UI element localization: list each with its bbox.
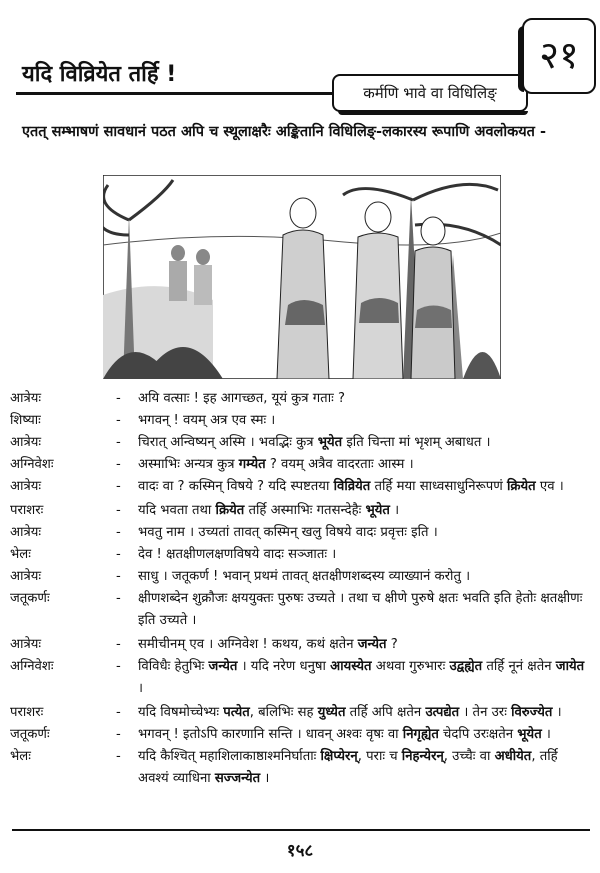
speech-segment: ।	[260, 771, 270, 786]
speech-text	[138, 522, 590, 544]
speech-segment: । तेन उरः	[459, 705, 512, 720]
vidhilin-verb-form: भूयेत	[365, 503, 390, 518]
speech-segment: भगवन् ! वयम् अत्र एव स्मः ।	[138, 413, 276, 428]
vidhilin-verb-form: क्रियेत	[215, 503, 245, 518]
separator-dash: -	[116, 659, 121, 674]
vidhilin-verb-form: भूयेत	[517, 727, 542, 742]
speech-segment: साधु । जतूकर्ण ! भवान् प्रथमं तावत् क्षतक्षीणशब्दस्य व्याख्यानं करोतु ।	[138, 569, 471, 584]
separator-dash: -	[116, 591, 121, 606]
speech-text	[138, 588, 590, 632]
speaker-name: शिष्याः	[10, 413, 41, 428]
speech-text	[138, 388, 590, 410]
speech-text	[138, 702, 590, 724]
speech-segment: तर्हि अस्माभिः गतसन्देहैः	[244, 503, 366, 518]
speech-segment: एव ।	[535, 479, 564, 494]
speech-text	[138, 746, 590, 790]
vidhilin-verb-form: क्षिप्येरन्	[320, 749, 358, 764]
vidhilin-verb-form: विरुज्येत	[511, 705, 553, 720]
speaker-name: आत्रेयः	[10, 637, 42, 652]
separator-dash: -	[116, 457, 121, 472]
separator-dash: -	[116, 547, 121, 562]
speech-segment: अथवा गुरुभारः	[371, 659, 450, 674]
separator-dash: -	[116, 391, 121, 406]
chapter-subtitle: कर्मणि भावे वा विधिलिङ्	[332, 74, 528, 112]
speech-segment: ।	[138, 681, 143, 696]
speech-segment: , बलिभिः सह	[249, 705, 318, 720]
vidhilin-verb-form: आयस्येत	[330, 659, 372, 674]
speech-segment: , पराः च	[357, 749, 402, 764]
speaker-name: आत्रेयः	[10, 391, 42, 406]
speech-text	[138, 476, 590, 498]
speaker-name: जतूकर्णः	[10, 727, 50, 742]
speech-segment: चिरात् अन्विष्यन् अस्मि । भवद्भिः कुत्र	[138, 435, 318, 450]
speech-segment: भगवन् ! इतोऽपि कारणानि सन्ति । धावन् अश्वः वृषः वा	[138, 727, 403, 742]
speech-segment: वादः वा ? कस्मिन् विषये ? यदि स्पष्टतया	[138, 479, 334, 494]
page-number: १५८	[286, 841, 314, 861]
speaker-name: आत्रेयः	[10, 525, 42, 540]
vidhilin-verb-form: उत्पद्येत	[425, 705, 460, 720]
speaker-name: आत्रेयः	[10, 435, 42, 450]
speech-text	[138, 410, 590, 432]
separator-dash: -	[116, 503, 121, 518]
speech-segment: अस्माभिः अन्यत्र कुत्र	[138, 457, 239, 472]
speech-text	[138, 500, 590, 522]
speech-segment: विविधैः हेतुभिः	[138, 659, 209, 674]
separator-dash: -	[116, 479, 121, 494]
vidhilin-verb-form: जायेत	[555, 659, 585, 674]
intro-instruction: एतत् सम्भाषणं सावधानं पठत अपि च स्थूलाक्षरैः अङ्कितानि विधिलिङ्-लकारस्य रूपाणि अवलोकयत -	[22, 124, 546, 140]
page-title: यदि विव्रियेत तर्हि !	[22, 62, 177, 87]
vidhilin-verb-form: जन्येत	[357, 637, 387, 652]
separator-dash: -	[116, 705, 121, 720]
speaker-name: आत्रेयः	[10, 479, 42, 494]
separator-dash: -	[116, 749, 121, 764]
speech-segment: यदि कैश्चित् महाशिलाकाष्ठाश्मनिर्घाताः	[138, 749, 321, 764]
vidhilin-verb-form: गम्येत	[238, 457, 266, 472]
speaker-name: आत्रेयः	[10, 569, 42, 584]
speech-segment: ?	[386, 637, 398, 652]
speech-segment: तर्हि अपि क्षतेन	[345, 705, 426, 720]
speech-text	[138, 634, 590, 656]
speech-segment: तर्हि नूनं क्षतेन	[482, 659, 556, 674]
speech-text	[138, 454, 590, 476]
speech-segment: समीचीनम् एव । अग्निवेश ! कथय, कथं क्षतेन	[138, 637, 358, 652]
speech-segment: देव ! क्षतक्षीणलक्षणविषये वादः सञ्जातः ।	[138, 547, 337, 562]
vidhilin-verb-form: विव्रियेत	[333, 479, 371, 494]
vidhilin-verb-form: जन्येत	[208, 659, 238, 674]
title-underline	[16, 92, 336, 95]
vidhilin-verb-form: युध्येत	[317, 705, 346, 720]
separator-dash: -	[116, 525, 121, 540]
chapter-number: २१	[522, 18, 596, 94]
speech-text	[138, 544, 590, 566]
speech-text	[138, 656, 590, 700]
separator-dash: -	[116, 637, 121, 652]
vidhilin-verb-form: पत्येत	[223, 705, 250, 720]
speech-text	[138, 432, 590, 454]
speaker-name: भेलः	[10, 749, 31, 764]
separator-dash: -	[116, 569, 121, 584]
speech-segment: यदि विषमोच्चेभ्यः	[138, 705, 224, 720]
separator-dash: -	[116, 413, 121, 428]
speaker-name: पराशरः	[10, 705, 44, 720]
speaker-name: पराशरः	[10, 503, 44, 518]
vidhilin-verb-form: भूयेत	[317, 435, 343, 450]
speech-segment: ? वयम् अत्रैव वादरताः आस्म ।	[265, 457, 414, 472]
separator-dash: -	[116, 727, 121, 742]
speech-segment: , उच्चैः वा	[443, 749, 495, 764]
speaker-name: जतूकर्णः	[10, 591, 50, 606]
speech-segment: भवतु नाम । उच्यतां तावत् कस्मिन् खलु विषये वादः प्रवृत्तः इति ।	[138, 525, 438, 540]
speech-segment: क्षीणशब्देन शुक्रौजः क्षययुक्तः पुरुषः उच्यते । तथा च क्षीणे पुरुषे क्षतः भवति इति हेतोः क्षतक्षीणः इति उच्यते ।	[138, 591, 583, 628]
footer-rule	[12, 829, 590, 831]
speaker-name: अग्निवेशः	[10, 659, 54, 674]
illustration	[103, 175, 501, 379]
speech-segment: चेदपि उरःक्षतेन	[438, 727, 518, 742]
speech-text	[138, 566, 590, 588]
speech-segment: ।	[541, 727, 551, 742]
speech-segment: , तर्हि अवश्यं व्याधिना	[138, 749, 558, 786]
speaker-name: अग्निवेशः	[10, 457, 54, 472]
speech-segment: अयि वत्साः ! इह आगच्छत, यूयं कुत्र गताः ?	[138, 391, 345, 406]
vidhilin-verb-form: क्रियेत	[506, 479, 536, 494]
vidhilin-verb-form: निगृह्येत	[402, 727, 439, 742]
speaker-name: भेलः	[10, 547, 31, 562]
speech-segment: तर्हि मया साध्वसाधुनिरूपणं	[370, 479, 507, 494]
speech-segment: इति चिन्ता मां भृशम् अबाधत ।	[342, 435, 491, 450]
separator-dash: -	[116, 435, 121, 450]
speech-text	[138, 724, 590, 746]
speech-segment: ।	[552, 705, 562, 720]
vidhilin-verb-form: उद्वह्येत	[449, 659, 483, 674]
vidhilin-verb-form: निहन्येरन्	[401, 749, 444, 764]
speech-segment: यदि भवता तथा	[138, 503, 216, 518]
vidhilin-verb-form: अधीयेत	[494, 749, 532, 764]
speech-segment: । यदि नरेण धनुषा	[237, 659, 331, 674]
vidhilin-verb-form: सज्जन्येत	[214, 771, 261, 786]
speech-segment: ।	[389, 503, 400, 518]
